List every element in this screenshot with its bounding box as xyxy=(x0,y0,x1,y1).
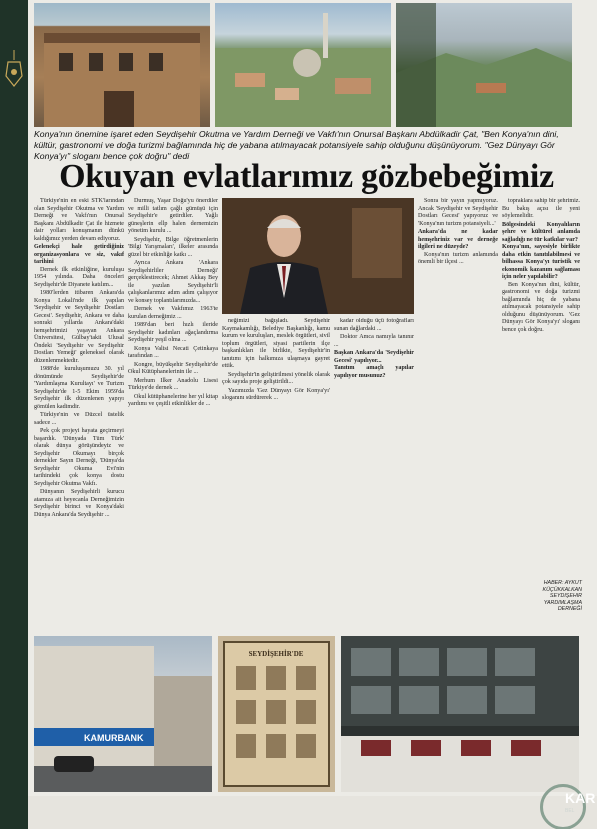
column-paragraph: Durmuş, Yaşar Doğu'yu önerdiler ve milli tatlım çağlı gümüşü için Seydişehir'e getirdiler. Yağlı güneşlerin ellp halen dernemizin yönetim kurulu ... xyxy=(128,198,218,234)
column-paragraph: Merhum Ilker Anadolu Lisesi Türkiye'de dernek ... xyxy=(128,377,218,391)
signature-line: HABER: AYKUT KÜÇÜKKALKAN xyxy=(542,580,582,593)
brand-logo-subtext: BEL xyxy=(565,808,575,814)
column-paragraph: Ayrıca Ankara 'Ankara Seydişehirliler Derneği' gerçeklestirecek; Ahmet Akkaş Bey ile yazılan Seydişehir'li çalışkanlarımız adım adım çalışıyor ve konsey toplantılarımızda... xyxy=(128,260,218,304)
column-paragraph: Ben Konya'nın dini, kültür, gastronomi ve doğa turizmi bağlamında hiç de yabana atılmayacak potansiyele sahip olduğunu düşünüyorum. 'Gez Dünyayı Gör Konya'yı' sloganı bence çok doğru. xyxy=(502,281,580,333)
photo-street-building xyxy=(34,636,212,792)
column-paragraph: Seydişehir, Bilge öğretmenlerin 'Bilgi Yarışmaları', ilkeler arasında güzel bir etkinliğe katkı ... xyxy=(128,236,218,258)
column-question: Bölgesindeki Konyalıların şehre ve kültürel anlamda sağladığı ne tür katkılar var? xyxy=(502,221,580,243)
column-question: Gelenekçi hale getirdiğiniz organizasyonlara ve siz, vakıf tarihini xyxy=(34,244,124,265)
article-column-6 xyxy=(502,198,580,633)
column-paragraph: Türkiye'nin en eski STK'larından olan Seydişehir Okutma ve Yardım Derneği ve Vakfı'nın Onursal Başkanı Abdülkadir Çat ile hizmete dair yolları konuşmanın dünkü kaldığımız yerden devam ediyoruz. xyxy=(34,198,124,242)
column-paragraph: neğimizi bağışladı. Seydişehir Kaymakamlığı, Belediye Başkanlığı, kamu kurum ve kuruluşları, meslek örgütleri, sivil toplum örgütleri, siyasi partilerin ilçe başkanlıkları ile birlikte, Seydişehir'in tanıtımı için halkımıza ulaşmaya gayret ettik. xyxy=(222,318,330,369)
photo-caption: Konya'nın önemine işaret eden Seydişehir Okutma ve Yardım Derneği ve Vakfı'nın Onursal Başkanı Abdülkadir Çat, "Ben Konya'nın dini, kültür, gastronomi ve doğa turizmi bağlamında hiç de yabana atılmayacak potansiyele sahip olduğunu düşünüyorum. "Gez Dünyayı Gör Konya'yı" sloganı bence çok doğru" dedi xyxy=(34,129,559,161)
article-headline: Okuyan evlatlarımız gözbebeğimiz xyxy=(59,158,554,195)
column-paragraph: Dernek ve Vakfımız 1963'te kurulan derneğimiz ... xyxy=(128,306,218,320)
column-paragraph: Okul kütüphanelerine her yıl kitap yardımı ve çeşitli etkinlikler de ... xyxy=(128,393,218,407)
column-paragraph: Dünyanın Seydişehirli kurucu atamıza ait heyecanla Derneğimizin Seydişehir birinci ve Konya'daki Dünya Ankara'da Seydişehir ... xyxy=(34,489,124,518)
lantern-icon xyxy=(4,50,24,90)
column-paragraph: Türkiye'nin ve Düzcel üstelik sadece ... xyxy=(34,412,124,426)
bank-sign: KAMURBANK xyxy=(84,733,144,743)
column-question: Tanıtım amaçlı yapılar yapılıyor musunuz? xyxy=(334,365,414,379)
column-paragraph: Doktor Amca namıyla tanınır ... xyxy=(334,334,414,348)
photo-city-view xyxy=(215,3,391,127)
left-ornament-strip xyxy=(0,0,28,829)
article-column-1 xyxy=(34,198,124,633)
column-question: Konya'nın, sayesiyle birlikte daha etkin tanıtılabilmesi ve bilhassa Konya'yı turistik ve ekonomik kazanım sağlaması için neler yapılabilir? xyxy=(502,244,580,280)
column-paragraph: Kongre, büyükşehir Seydişehir'de Okul Kütüphanelerinin ile ... xyxy=(128,361,218,375)
brand-logo-text: KAR xyxy=(565,790,596,806)
column-paragraph: Pek çok projeyi hayata geçirmeyi başardık. 'Dünyada Tüm Türk' olarak dünya görüşündeyiz ve Seydişehir Okumayı birçok dernekler Sayın Derneği, 'Dünya'da Seydişehir Okuma Evi'nin tarihindeki çok konya dostu Seydişehir Okutma Vakfı. xyxy=(34,428,124,487)
column-paragraph: 1988'de kuruluşumuzu 30. yıl dönümünde Seydişehir'de 'Yardımlaşma Kurultayı' ve Turizm Seydişehir'de 1-5 Ekim 1959'da Seydişehir ilk düzenlenen yapıyı gömülen kadimdir. xyxy=(34,366,124,410)
column-question: Ankara'da ne kadar hemşehriniz var ve derneğe ilgileri ne düzeyde? xyxy=(418,229,498,250)
photo-nature xyxy=(396,3,572,127)
signature-line: SEYDIŞEHIR YARDIMLAŞMA xyxy=(543,593,582,606)
column-paragraph: Yazımızda 'Gez Dünyayı Gör Konya'yı' sloganını sürdürerek ... xyxy=(222,387,330,401)
article-column-4 xyxy=(334,318,414,633)
column-paragraph: topraklara sahip bir şehrimiz. Bu bakış açısı ile yeni söylemelidir. xyxy=(502,198,580,219)
article-column-5 xyxy=(418,198,498,633)
column-paragraph: Dernek ilk etkinliğine, kuruluşu 1954 yılında. Daha önceleri Seydişehir'de Diyanete katılım... xyxy=(34,266,124,288)
column-paragraph: kadar olduğu üçü fotoğrafları sunan dağlardaki ... xyxy=(334,318,414,332)
photo-historic-poster xyxy=(218,636,335,792)
column-paragraph: Seydişehir'in geliştirilmesi yönelik olarak çok sayıda proje geliştirildi... xyxy=(222,371,330,385)
column-paragraph: Sonra bir yayın yapmıyoruz. Ancak 'Seydişehir ve Seydişehir Dostları Gecesi' yapıyoruz ve 'Konya'nın turizm potansiyeli...' xyxy=(418,198,498,227)
poster-title: SEYDİŞEHİR'DE xyxy=(248,650,304,658)
article-column-2 xyxy=(128,198,218,633)
article-column-3 xyxy=(222,318,330,633)
column-paragraph: 1989'dan beri hızlı ileride Seydişehir kadınları ağaçlandırma Seydişehir yeşil olma ... xyxy=(128,322,218,343)
signature-line: DERNEĞİ xyxy=(557,606,582,612)
author-signature xyxy=(520,580,582,613)
bottom-band xyxy=(28,796,597,829)
photo-historic-house xyxy=(34,3,210,127)
column-paragraph: 1980'lerden itibaren Ankara'da Konya Lokali'nde ilk yapılan 'Seydişehir ve Seydişehir Dostları Gecesi'. Seydişehir, Ankara ve daha sonraki yıllarda Ankara'daki hemşehrimizi yaşayan Ankara Üniversitesi, Gülbay'takii Ulusal Öndeki 'Seydişehir ve Seydişehir Dostları Yemeği' geleneksel olarak düzenlenmektedir. xyxy=(34,290,124,364)
column-paragraph: Konya'nın turizm anlamında önemli bir ilçesi ... xyxy=(418,251,498,265)
column-paragraph: Konya Valisi Necati Çetinkaya tarafından ... xyxy=(128,345,218,359)
column-question: Başkan Ankara'da 'Seydişehir Gecesi' yapılıyor... xyxy=(334,350,414,364)
photo-meeting-hall xyxy=(341,636,579,792)
portrait-photo xyxy=(222,198,414,314)
